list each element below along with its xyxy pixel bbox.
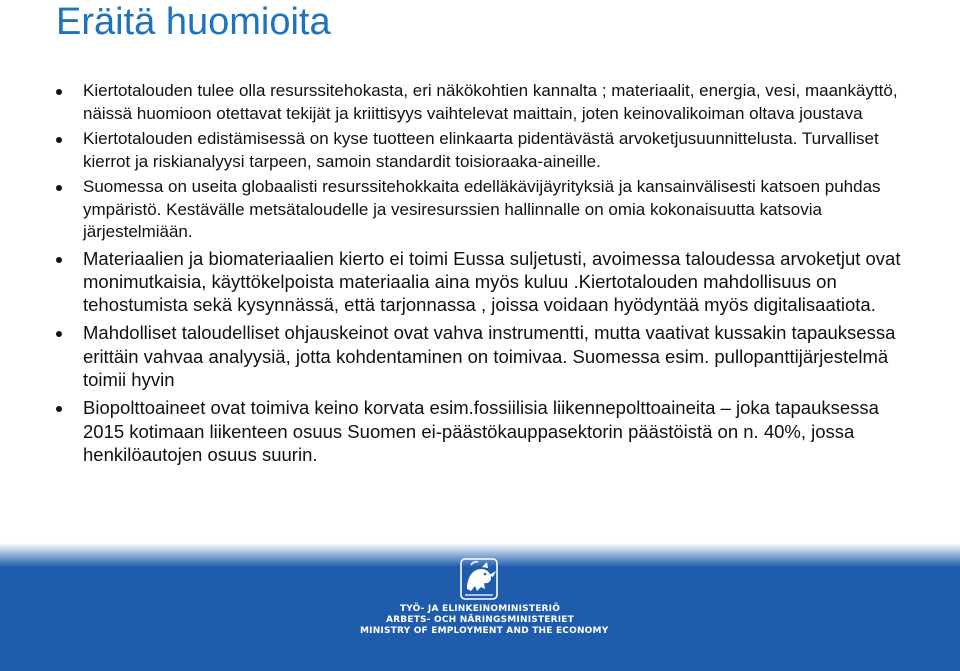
bullet-text: Suomessa on useita globaalisti resurssitehokkaita edelläkävijäyrityksiä ja kansainvälisesti katsoen puhdas ympäristö. Kestävälle metsätaloudelle ja vesiresurssien hallinnalle on omia kokonaisuutta katsovia järjestelmiään. (83, 177, 881, 241)
bullet-item (56, 247, 916, 317)
bullet-dot-icon (56, 257, 62, 263)
bullet-dot-icon (56, 185, 62, 191)
slide-title: Eräitä huomioita (56, 1, 331, 43)
bullet-dot-icon (56, 406, 62, 412)
bullet-text: Kiertotalouden tulee olla resurssitehokasta, eri näkökohtien kannalta ; materiaalit, energia, vesi, maankäyttö, näissä huomioon otettavat tekijät ja kriittisyys vaihtelevat maittain, joten keinovalikoiman oltava joustava (83, 81, 898, 123)
ministry-logo-text (360, 604, 609, 637)
bullet-item (56, 176, 916, 244)
bullet-dot-icon (56, 137, 62, 143)
bullet-text: Materiaalien ja biomateriaalien kierto ei toimi Eussa suljetusti, avoimessa taloudessa arvoketjut ovat monimutkaisia, käyttökelpoista materiaalia aina myös kuluu .Kiertotalouden mahdollisuus on tehostumista sekä kysynnässä, että tarjonnassa , joissa voidaan hyödyntää myös digitalisaatiota. (83, 247, 901, 316)
bullet-item (56, 128, 916, 173)
ministry-name-en: MINISTRY OF EMPLOYMENT AND THE ECONOMY (360, 626, 609, 636)
ministry-name-sv: ARBETS- OCH NÄRINGSMINISTERIET (385, 615, 574, 625)
ministry-name-fi: TYÖ- JA ELINKEINOMINISTERIÖ (399, 604, 561, 614)
bullet-item (56, 396, 916, 466)
bullet-text: Mahdolliset taloudelliset ohjauskeinot ovat vahva instrumentti, mutta vaativat kussakin tapauksessa erittäin vahvaa analyysiä, jotta kohdentaminen on toimivaa. Suomessa esim. pullopanttijärjestelmä toimii hyvin (83, 322, 896, 390)
bullet-list (56, 80, 916, 471)
lion-coat-of-arms-icon (449, 553, 509, 603)
bullet-text: Kiertotalouden edistämisessä on kyse tuotteen elinkaarta pidentävästä arvoketjusuunnittelusta. Turvalliset kierrot ja riskianalyysi tarpeen, samoin standardit toisioraaka-aineille. (83, 129, 879, 171)
bullet-dot-icon (56, 89, 62, 95)
bullet-text: Biopolttoaineet ovat toimiva keino korvata esim.fossiilisia liikennepolttoaineita – joka tapauksessa 2015 kotimaan liikenteen osuus Suomen ei-päästökauppasektorin päästöistä on n. 40%, jossa henkilöautojen osuus suurin. (83, 397, 879, 465)
bullet-item (56, 321, 916, 391)
bullet-dot-icon (56, 331, 62, 337)
bullet-item (56, 80, 916, 125)
